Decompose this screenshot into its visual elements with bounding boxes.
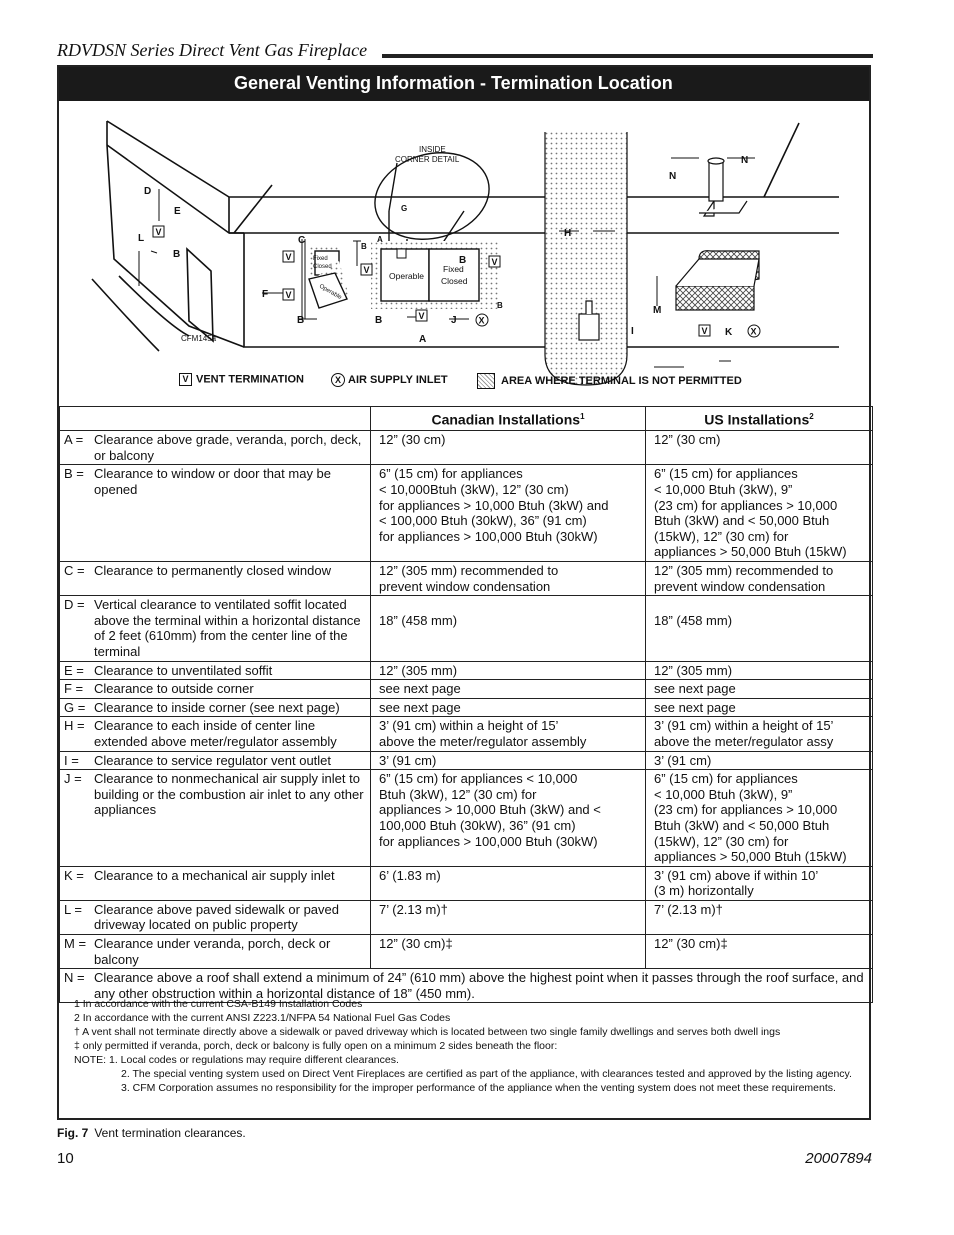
- operable-label: Operable: [389, 271, 424, 281]
- vent-mark-3: V: [285, 290, 292, 300]
- label-l: L: [138, 233, 145, 244]
- row-key: J =: [64, 771, 82, 787]
- vent-mark-2: V: [285, 252, 292, 262]
- figure-box: [57, 65, 871, 1120]
- footnote-1: 1 In accordance with the current CSA-B149 Installation Codes: [74, 998, 363, 1010]
- row-key: L =: [64, 901, 82, 917]
- row-description: Clearance to a mechanical air supply inlet: [94, 867, 335, 883]
- row-key: K =: [64, 867, 84, 883]
- label-h: H: [564, 228, 572, 239]
- inside-corner-label-2: CORNER DETAIL: [395, 155, 460, 164]
- canadian-value: 12” (305 mm): [371, 661, 646, 680]
- us-value: 12” (305 mm): [646, 661, 873, 680]
- label-g: G: [401, 204, 408, 213]
- page-number: 10: [57, 1150, 74, 1167]
- table-row: [60, 717, 873, 751]
- inside-corner-label-1: INSIDE: [419, 145, 446, 154]
- row-key: G =: [64, 699, 86, 715]
- label-n: N: [669, 171, 677, 182]
- figure-caption: Fig. 7 Vent termination clearances.: [57, 1126, 246, 1140]
- row-description: Clearance to each inside of center line extended above meter/regulator assembly: [94, 718, 337, 749]
- vent-mark-7: V: [701, 326, 708, 336]
- label-e: E: [174, 206, 181, 217]
- row-key: A =: [64, 432, 84, 448]
- label-b5: B: [459, 255, 467, 266]
- row-key: C =: [64, 563, 85, 578]
- label-b4: B: [361, 242, 367, 251]
- row-description: Vertical clearance to ventilated soffit located above the terminal within a horizontal distance of 2 feet (610mm) from the center line of the terminal: [94, 597, 361, 659]
- canadian-value: 18” (458 mm): [371, 596, 646, 661]
- canadian-value: 6’ (1.83 m): [371, 866, 646, 900]
- row-description: Clearance under veranda, porch, deck or balcony: [94, 936, 331, 967]
- air-inlet-legend-icon: X: [331, 373, 345, 387]
- table-header-row: [60, 407, 873, 431]
- us-value: 12” (30 cm): [646, 431, 873, 465]
- canadian-value: 6” (15 cm) for appliances < 10,000 Btuh (3kW), 12” (30 cm) for appliances > 10,000 Btuh (3kW) and < 100,000 Btuh (30kW), 36” (91 cm) for appliances > 100,000 Btuh (30kW): [371, 770, 646, 867]
- row-key: B =: [64, 466, 84, 482]
- row-label: [60, 717, 371, 751]
- note-1: NOTE: 1. Local codes or regulations may require different clearances.: [74, 1054, 399, 1066]
- vent-mark-4: V: [363, 265, 370, 275]
- row-description: Clearance to outside corner: [94, 681, 254, 697]
- row-description: Clearance to window or door that may be opened: [94, 466, 332, 498]
- canadian-value: 12” (30 cm): [371, 431, 646, 465]
- canadian-value: 12” (30 cm)‡: [371, 935, 646, 969]
- row-label: [60, 866, 371, 900]
- table-row: [60, 562, 873, 596]
- canadian-value: see next page: [371, 680, 646, 699]
- row-description: Clearance to permanently closed window: [94, 563, 332, 578]
- termination-diagram: [59, 101, 869, 403]
- row-key: D =: [64, 597, 85, 613]
- footnote-2: 2 In accordance with the current ANSI Z223.1/NFPA 54 National Fuel Gas Codes: [74, 1012, 451, 1024]
- us-value: 18” (458 mm): [646, 596, 873, 661]
- canadian-value: 7’ (2.13 m)†: [371, 900, 646, 934]
- fixed-label-1: Fixed: [443, 264, 464, 274]
- row-description: Clearance above grade, veranda, porch, deck, or balcony: [94, 432, 362, 463]
- blank-header: [60, 407, 371, 431]
- label-j: J: [451, 315, 457, 326]
- table-row: [60, 680, 873, 699]
- table-row: [60, 661, 873, 680]
- row-key: E =: [64, 662, 84, 678]
- table-row: [60, 465, 873, 562]
- legend-vent: V VENT TERMINATION: [179, 373, 304, 386]
- table-row: [60, 596, 873, 661]
- table-row: [60, 431, 873, 465]
- canadian-header: Canadian Installations$^1$: [371, 407, 646, 431]
- page-header-title: RDVDSN Series Direct Vent Gas Fireplace: [57, 40, 368, 60]
- us-value: 3’ (91 cm) within a height of 15’ above the meter/regulator assy: [646, 717, 873, 751]
- operable-small: Operable: [318, 283, 343, 302]
- label-m: M: [653, 305, 662, 316]
- fixed-small-1: Fixed: [313, 256, 328, 262]
- row-key: N =: [64, 970, 85, 986]
- row-key: H =: [64, 718, 85, 734]
- row-description: Clearance to nonmechanical air supply inlet to building or the combustion air inlet to any other appliances: [94, 771, 364, 818]
- canadian-value: 3’ (91 cm): [371, 751, 646, 770]
- label-i: I: [631, 326, 634, 337]
- row-label: [60, 661, 371, 680]
- row-label: [60, 431, 371, 465]
- us-header: US Installations$^2$: [646, 407, 873, 431]
- row-label: [60, 680, 371, 699]
- label-b6: B: [497, 301, 503, 310]
- fixed-small-2: Closed: [313, 264, 332, 270]
- table-row: [60, 935, 873, 969]
- note-2: 2. The special venting system used on Direct Vent Fireplaces are certified as part of the appliance, with clearances tested and approved by the listing agency.: [121, 1068, 852, 1080]
- us-value: 7’ (2.13 m)†: [646, 900, 873, 934]
- label-b: B: [173, 249, 181, 260]
- row-description: Clearance above a roof shall extend a minimum of 24” (610 mm) above the highest point when it passes through the roof surface, and any other obstruction within a horizontal distance of 18” (450 mm).: [94, 970, 864, 1001]
- row-key: I =: [64, 752, 79, 768]
- table-row: [60, 900, 873, 934]
- us-value: 12” (30 cm)‡: [646, 935, 873, 969]
- label-a-detail: A: [377, 235, 383, 244]
- canadian-value: 3’ (91 cm) within a height of 15’ above the meter/regulator assembly: [371, 717, 646, 751]
- hatch-legend-icon: [477, 373, 495, 389]
- document-number: 20007894: [805, 1150, 872, 1167]
- us-value: see next page: [646, 698, 873, 717]
- legend-air: X AIR SUPPLY INLET: [331, 373, 448, 387]
- row-label: [60, 935, 371, 969]
- legend-area: AREA WHERE TERMINAL IS NOT PERMITTED: [477, 373, 742, 389]
- label-d: D: [144, 186, 152, 197]
- row-label: [60, 596, 371, 661]
- label-b3: B: [375, 315, 383, 326]
- vent-legend-icon: V: [179, 373, 192, 386]
- air-inlet-mark-1: X: [478, 315, 485, 326]
- canadian-value: 6” (15 cm) for appliances < 10,000Btuh (3kW), 12” (30 cm) for appliances > 10,000 Btuh (3kW) and < 100,000 Btuh (30kW), 36” (91 cm) for appliances > 100,000 Btuh (30kW): [371, 465, 646, 562]
- row-label: [60, 770, 371, 867]
- section-banner: General Venting Information - Termination Location: [59, 67, 869, 101]
- clearance-table: [59, 406, 873, 1003]
- diagram-code: CFM145a: [181, 334, 217, 343]
- label-n2: N: [741, 155, 749, 166]
- footnote-dagger: † A vent shall not terminate directly above a sidewalk or paved driveway which is located between two single family dwellings and serves both dwell ings: [74, 1026, 781, 1038]
- row-key: M =: [64, 936, 87, 952]
- vent-mark-6: V: [418, 311, 425, 321]
- vent-mark-5: V: [491, 257, 498, 267]
- row-label: [60, 751, 371, 770]
- us-value: 12” (305 mm) recommended to prevent window condensation: [646, 562, 873, 596]
- note-3: 3. CFM Corporation assumes no responsibility for the improper performance of the appliance when the venting system does not meet these requirements.: [121, 1082, 836, 1094]
- canadian-value: 12” (305 mm) recommended to prevent window condensation: [371, 562, 646, 596]
- label-a: A: [419, 334, 427, 345]
- row-key: F =: [64, 681, 84, 697]
- table-row: [60, 770, 873, 867]
- us-value: 6” (15 cm) for appliances < 10,000 Btuh (3kW), 9” (23 cm) for appliances > 10,000 Btuh (3kW) and < 50,000 Btuh (15kW), 12” (30 cm) for appliances > 50,000 Btuh (15kW): [646, 465, 873, 562]
- row-label: [60, 562, 371, 596]
- vent-mark-1: V: [155, 227, 162, 237]
- row-description: Clearance to inside corner (see next page): [94, 699, 340, 715]
- row-label: [60, 465, 371, 562]
- table-row: [60, 751, 873, 770]
- label-k: K: [725, 327, 733, 338]
- row-description: Clearance above paved sidewalk or paved driveway located on public property: [94, 901, 339, 933]
- footnotes: [74, 997, 864, 1095]
- header-rule: [382, 54, 873, 58]
- air-inlet-mark-2: X: [750, 326, 757, 337]
- fixed-label-2: Closed: [441, 276, 468, 286]
- row-description: Clearance to unventilated soffit: [94, 662, 273, 678]
- canadian-value: see next page: [371, 698, 646, 717]
- label-f: F: [262, 289, 269, 300]
- row-label: [60, 900, 371, 934]
- us-value: see next page: [646, 680, 873, 699]
- label-b2: B: [297, 315, 305, 326]
- row-description: Clearance to service regulator vent outlet: [94, 752, 332, 768]
- us-value: 3’ (91 cm): [646, 751, 873, 770]
- us-value: 3’ (91 cm) above if within 10’ (3 m) horizontally: [646, 866, 873, 900]
- table-row: [60, 866, 873, 900]
- footnote-ddagger: ‡ only permitted if veranda, porch, deck or balcony is fully open on a minimum 2 sides beneath the floor:: [74, 1040, 558, 1052]
- row-label: [60, 698, 371, 717]
- us-value: 6” (15 cm) for appliances < 10,000 Btuh (3kW), 9” (23 cm) for appliances > 10,000 Btuh (3kW) and < 50,000 Btuh (15kW), 12” (30 cm) for appliances > 50,000 Btuh (15kW): [646, 770, 873, 867]
- label-c: C: [298, 235, 306, 246]
- table-row: [60, 698, 873, 717]
